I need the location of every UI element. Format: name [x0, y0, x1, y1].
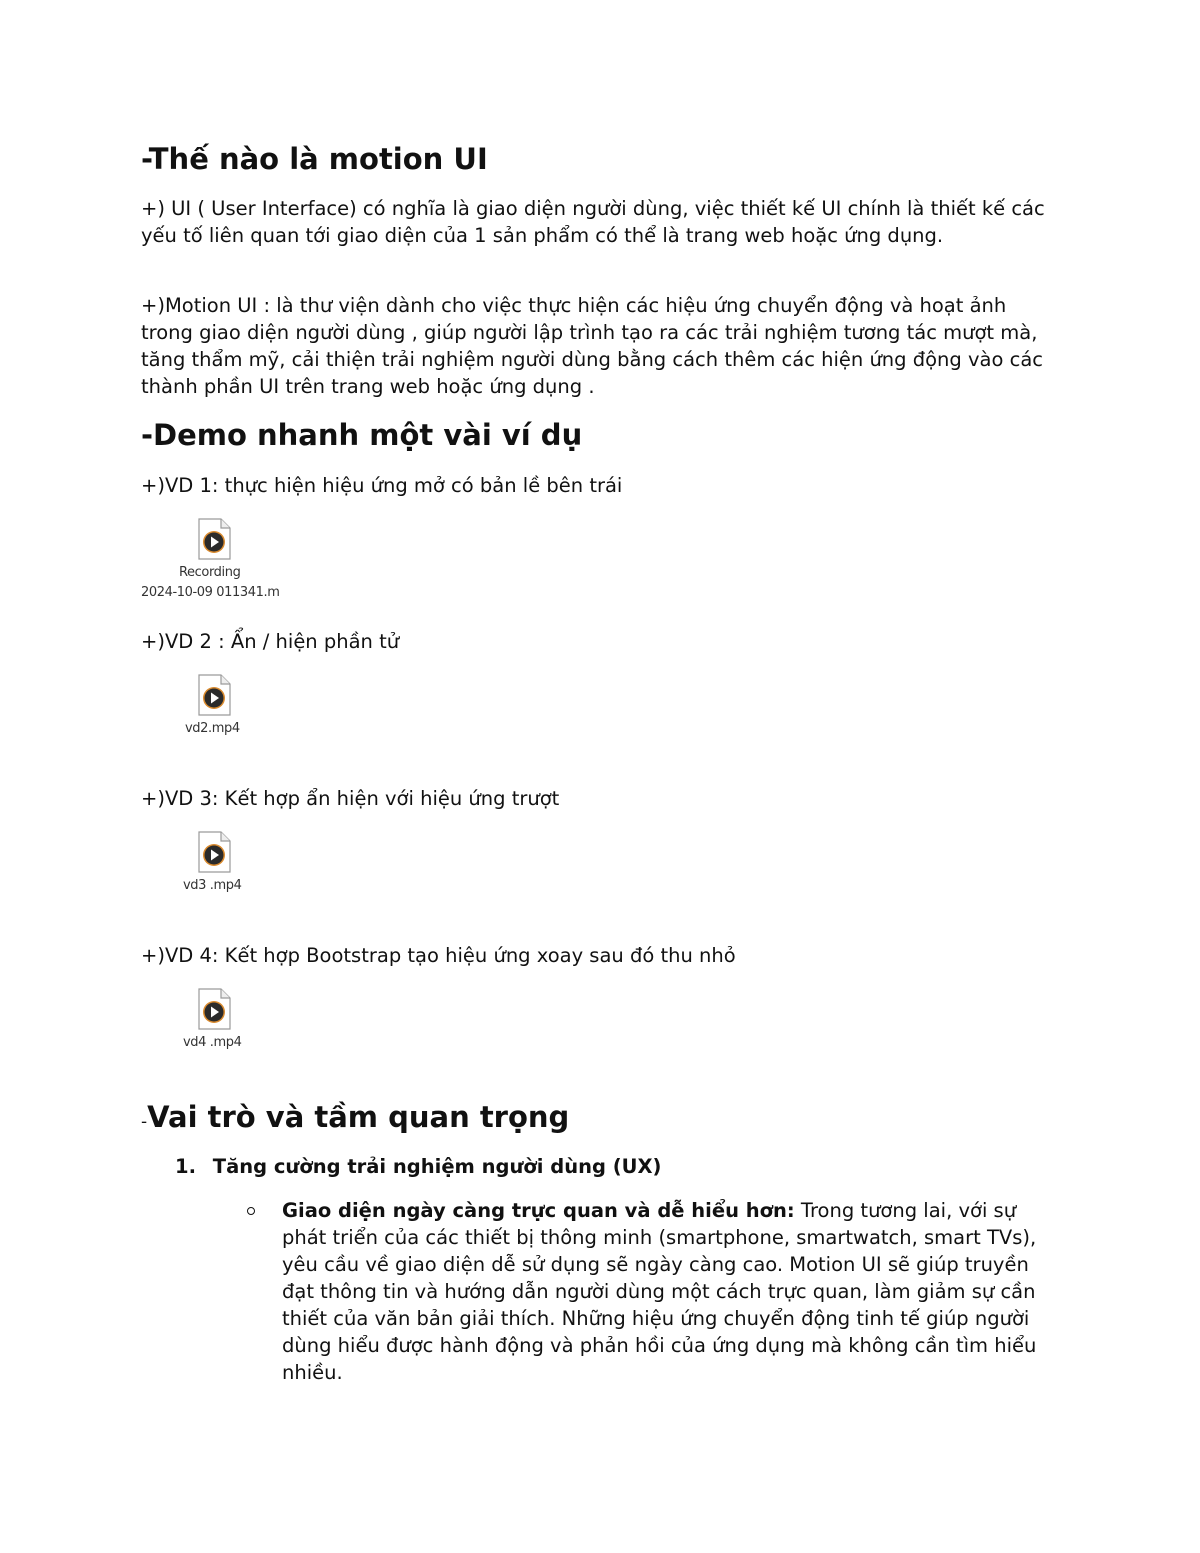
- bullet-circle-icon: [247, 1207, 255, 1215]
- video-file-icon: [197, 674, 231, 716]
- paragraph-motion-ui-definition: +)Motion UI : là thư viện dành cho việc thực hiện các hiệu ứng chuyển động và hoạt ảnh trong giao diện người dùng , giúp người lập trình tạo ra các trải nghiệm tương tác mượt mà, tăng thẩm mỹ, cải thiện trải nghiệm người dùng bằng cách thêm các hiện ứng động vào các thành phần UI trên trang web hoặc ứng dụng .: [141, 294, 1043, 398]
- example-2-label: +)VD 2 : Ẩn / hiện phần tử: [141, 630, 400, 653]
- video-file-icon: [197, 988, 231, 1030]
- video-file-icon: [197, 831, 231, 873]
- heading-role-importance: [141, 1099, 569, 1140]
- example-3-video-attachment[interactable]: [141, 831, 301, 923]
- video-file-icon: [197, 518, 231, 560]
- list-item-1: [175, 1153, 661, 1180]
- example-1-video-attachment[interactable]: [141, 518, 301, 610]
- example-3-label: +)VD 3: Kết hợp ẩn hiện với hiệu ứng trượt: [141, 787, 560, 810]
- example-3-file-name: vd3 .mp4: [183, 878, 242, 893]
- list-item-1-number: 1.: [175, 1155, 196, 1178]
- list-item-1-text: Tăng cường trải nghiệm người dùng (UX): [212, 1155, 662, 1178]
- heading-dash: -: [141, 1112, 148, 1132]
- sub-item-body: Trong tương lai, với sự phát triển của các thiết bị thông minh (smartphone, smartwatch, smart TVs), yêu cầu về giao diện dễ sử dụng sẽ ngày càng cao. Motion UI sẽ giúp truyền đạt thông tin và hướng dẫn người dùng một cách trực quan, làm giảm sự cần thiết của văn bản giải thích. Những hiệu ứng chuyển động tinh tế giúp người dùng hiểu được hành động và phản hồi của ứng dụng mà không cần tìm hiểu nhiều.: [282, 1199, 1037, 1384]
- example-2-video-attachment[interactable]: [141, 674, 301, 766]
- sub-item-bold-lead: Giao diện ngày càng trực quan và dễ hiểu hơn:: [282, 1199, 795, 1222]
- heading-demo: -Demo nhanh một vài ví dụ: [141, 418, 583, 452]
- example-4-label: +)VD 4: Kết hợp Bootstrap tạo hiệu ứng xoay sau đó thu nhỏ: [141, 944, 736, 967]
- heading-what-is-motion-ui: -Thế nào là motion UI: [141, 142, 488, 176]
- example-4-video-attachment[interactable]: [141, 988, 301, 1080]
- paragraph-ui-definition: +) UI ( User Interface) có nghĩa là giao diện người dùng, việc thiết kế UI chính là thiết kế các yếu tố liên quan tới giao diện của 1 sản phẩm có thể là trang web hoặc ứng dụng.: [141, 197, 1045, 247]
- sub-item-intuitive-interface: [282, 1197, 1062, 1386]
- example-1-label: +)VD 1: thực hiện hiệu ứng mở có bản lề bên trái: [141, 474, 623, 497]
- example-1-file-name: Recording: [179, 565, 241, 580]
- example-1-file-date: 2024-10-09 011341.m: [141, 585, 280, 600]
- example-4-file-name: vd4 .mp4: [183, 1035, 242, 1050]
- example-2-file-name: vd2.mp4: [185, 721, 240, 736]
- heading-role-importance-text: Vai trò và tầm quan trọng: [147, 1100, 570, 1134]
